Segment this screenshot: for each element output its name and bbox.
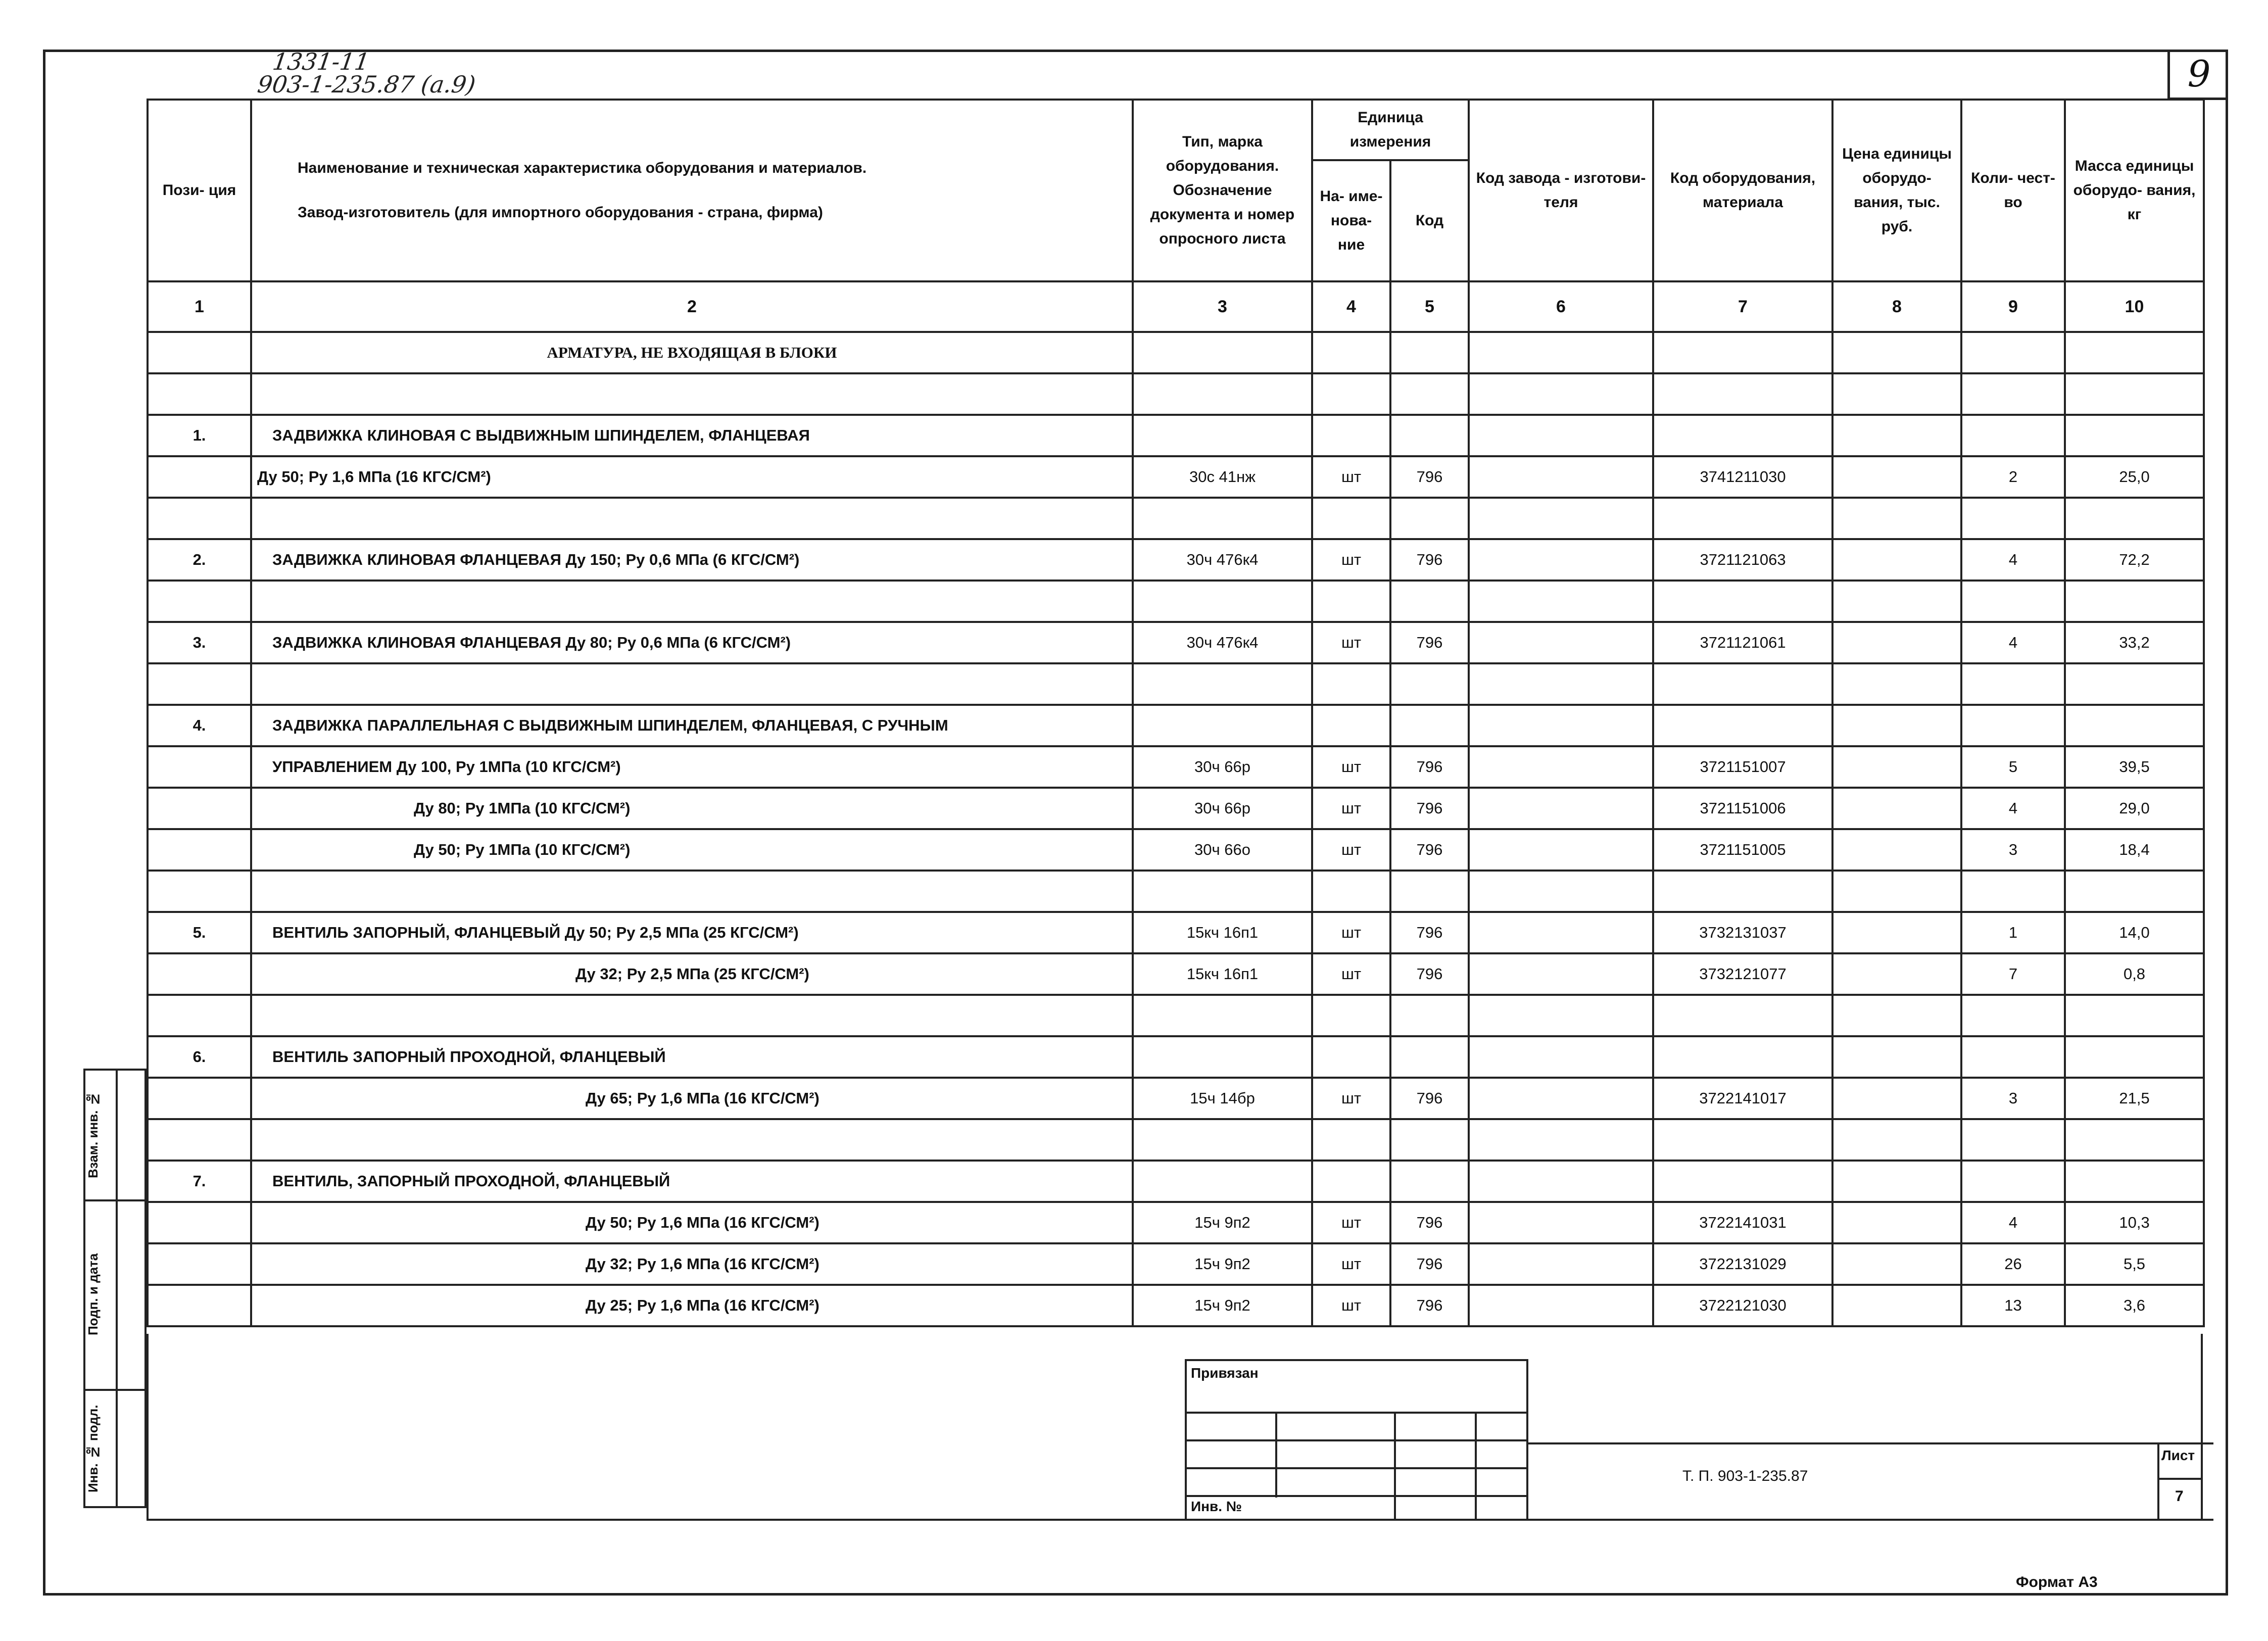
quantity xyxy=(1961,871,2065,912)
unit-price xyxy=(1832,373,1961,415)
unit-name xyxy=(1312,373,1390,415)
type-mark xyxy=(1133,705,1312,746)
unit-name: шт xyxy=(1312,1285,1390,1326)
position xyxy=(148,995,251,1036)
column-number: 4 xyxy=(1312,281,1390,332)
equipment-code xyxy=(1653,663,1832,705)
unit-mass xyxy=(2065,415,2204,456)
unit-code xyxy=(1390,1036,1469,1078)
unit-name xyxy=(1312,663,1390,705)
unit-mass: 14,0 xyxy=(2065,912,2204,953)
type-mark xyxy=(1133,663,1312,705)
plant-code xyxy=(1469,373,1653,415)
unit-name: шт xyxy=(1312,1243,1390,1285)
unit-code: 796 xyxy=(1390,953,1469,995)
equipment-code: 3721151006 xyxy=(1653,788,1832,829)
unit-mass: 21,5 xyxy=(2065,1078,2204,1119)
unit-mass: 72,2 xyxy=(2065,539,2204,581)
equipment-code xyxy=(1653,415,1832,456)
unit-mass: 33,2 xyxy=(2065,622,2204,663)
unit-code xyxy=(1390,373,1469,415)
item-name: ЗАДВИЖКА КЛИНОВАЯ С ВЫДВИЖНЫМ ШПИНДЕЛЕМ, ФЛАНЦЕВАЯ xyxy=(251,415,1133,456)
unit-name xyxy=(1312,995,1390,1036)
unit-price xyxy=(1832,705,1961,746)
unit-mass xyxy=(2065,705,2204,746)
unit-name xyxy=(1312,1161,1390,1202)
unit-code: 796 xyxy=(1390,1243,1469,1285)
quantity xyxy=(1961,373,2065,415)
equipment-code: 3721151007 xyxy=(1653,746,1832,788)
item-name: Ду 50; Ру 1МПа (10 КГС/СМ²) xyxy=(251,829,1133,871)
equipment-code: 3721121063 xyxy=(1653,539,1832,581)
type-mark xyxy=(1133,373,1312,415)
column-number: 3 xyxy=(1133,281,1312,332)
header-position: Пози- ция xyxy=(148,100,251,281)
plant-code xyxy=(1469,581,1653,622)
column-number: 1 xyxy=(148,281,251,332)
equipment-code: 3721121061 xyxy=(1653,622,1832,663)
table-row xyxy=(148,746,2204,788)
table-row xyxy=(148,1078,2204,1119)
plant-code xyxy=(1469,498,1653,539)
equipment-code xyxy=(1653,705,1832,746)
type-mark xyxy=(1133,871,1312,912)
quantity: 5 xyxy=(1961,746,2065,788)
position: 7. xyxy=(148,1161,251,1202)
quantity xyxy=(1961,1036,2065,1078)
unit-price xyxy=(1832,995,1961,1036)
unit-price xyxy=(1832,456,1961,498)
unit-name: шт xyxy=(1312,539,1390,581)
unit-code: 796 xyxy=(1390,746,1469,788)
position: 1. xyxy=(148,415,251,456)
unit-name: шт xyxy=(1312,788,1390,829)
plant-code xyxy=(1469,1078,1653,1119)
unit-mass xyxy=(2065,1119,2204,1161)
quantity: 4 xyxy=(1961,1202,2065,1243)
item-name: ЗАДВИЖКА КЛИНОВАЯ ФЛАНЦЕВАЯ Ду 80; Ру 0,6 МПа (6 КГС/СМ²) xyxy=(251,622,1133,663)
header-name-line2: Завод-изготовитель (для импортного оборудования - страна, фирма) xyxy=(298,204,823,221)
position xyxy=(148,498,251,539)
table-row xyxy=(148,788,2204,829)
unit-code xyxy=(1390,1161,1469,1202)
position xyxy=(148,871,251,912)
plant-code xyxy=(1469,705,1653,746)
item-name xyxy=(251,1119,1133,1161)
item-name: УПРАВЛЕНИЕМ Ду 100, Ру 1МПа (10 КГС/СМ²) xyxy=(251,746,1133,788)
unit-name: шт xyxy=(1312,746,1390,788)
position xyxy=(148,1119,251,1161)
plant-code xyxy=(1469,871,1653,912)
plant-code xyxy=(1469,912,1653,953)
unit-code xyxy=(1390,663,1469,705)
item-name: Ду 80; Ру 1МПа (10 КГС/СМ²) xyxy=(251,788,1133,829)
column-number: 8 xyxy=(1832,281,1961,332)
header-plant-code: Код завода - изготови- теля xyxy=(1469,100,1653,281)
equipment-code: 3721151005 xyxy=(1653,829,1832,871)
unit-price xyxy=(1832,953,1961,995)
section-title: АРМАТУРА, НЕ ВХОДЯЩАЯ В БЛОКИ xyxy=(251,332,1133,373)
item-name: ВЕНТИЛЬ, ЗАПОРНЫЙ ПРОХОДНОЙ, ФЛАНЦЕВЫЙ xyxy=(251,1161,1133,1202)
plant-code xyxy=(1469,456,1653,498)
type-mark xyxy=(1133,1161,1312,1202)
header-unit-name: На- име- нова- ние xyxy=(1312,160,1390,281)
type-mark: 15ч 14бр xyxy=(1133,1078,1312,1119)
sidebar-sign-date: Подп. и дата xyxy=(85,1253,101,1335)
position xyxy=(148,1078,251,1119)
item-name xyxy=(251,995,1133,1036)
quantity xyxy=(1961,1119,2065,1161)
unit-mass xyxy=(2065,1036,2204,1078)
equipment-code xyxy=(1653,1119,1832,1161)
unit-mass xyxy=(2065,581,2204,622)
unit-mass xyxy=(2065,871,2204,912)
unit-code xyxy=(1390,581,1469,622)
unit-mass: 39,5 xyxy=(2065,746,2204,788)
unit-code xyxy=(1390,705,1469,746)
equipment-code: 3722141017 xyxy=(1653,1078,1832,1119)
position xyxy=(148,829,251,871)
item-name: ЗАДВИЖКА ПАРАЛЛЕЛЬНАЯ С ВЫДВИЖНЫМ ШПИНДЕЛЕМ, ФЛАНЦЕВАЯ, С РУЧНЫМ xyxy=(251,705,1133,746)
binding-stamp xyxy=(1185,1359,1528,1521)
item-name xyxy=(251,498,1133,539)
quantity: 4 xyxy=(1961,622,2065,663)
plant-code xyxy=(1469,663,1653,705)
specification-table xyxy=(147,99,2205,1327)
item-name: Ду 32; Ру 1,6 МПа (16 КГС/СМ²) xyxy=(251,1243,1133,1285)
type-mark: 15ч 9п2 xyxy=(1133,1202,1312,1243)
unit-code: 796 xyxy=(1390,539,1469,581)
type-mark: 15ч 9п2 xyxy=(1133,1243,1312,1285)
unit-mass xyxy=(2065,995,2204,1036)
position xyxy=(148,663,251,705)
item-name: Ду 50; Ру 1,6 МПа (16 КГС/СМ²) xyxy=(251,456,1133,498)
equipment-code: 3741211030 xyxy=(1653,456,1832,498)
column-number: 7 xyxy=(1653,281,1832,332)
position xyxy=(148,1202,251,1243)
item-name: Ду 25; Ру 1,6 МПа (16 КГС/СМ²) xyxy=(251,1285,1133,1326)
unit-price xyxy=(1832,912,1961,953)
equipment-code xyxy=(1653,1161,1832,1202)
unit-name: шт xyxy=(1312,456,1390,498)
table-row xyxy=(148,705,2204,746)
unit-name: шт xyxy=(1312,622,1390,663)
sheet-label: Лист xyxy=(2161,1447,2195,1463)
sidebar-inv-original: Инв. № подл. xyxy=(85,1405,101,1492)
sidebar-replace-inv: Взам. инв. № xyxy=(85,1091,101,1179)
unit-code: 796 xyxy=(1390,1202,1469,1243)
unit-mass: 3,6 xyxy=(2065,1285,2204,1326)
type-mark xyxy=(1133,1119,1312,1161)
sheet-value: 7 xyxy=(2175,1488,2184,1505)
quantity xyxy=(1961,415,2065,456)
unit-price xyxy=(1832,829,1961,871)
column-number-row xyxy=(148,281,2204,332)
plant-code xyxy=(1469,1119,1653,1161)
unit-price xyxy=(1832,1161,1961,1202)
unit-name xyxy=(1312,498,1390,539)
type-mark xyxy=(1133,995,1312,1036)
equipment-code: 3732121077 xyxy=(1653,953,1832,995)
table-row xyxy=(148,581,2204,622)
unit-price xyxy=(1832,1285,1961,1326)
column-number: 6 xyxy=(1469,281,1653,332)
table-row xyxy=(148,1243,2204,1285)
position xyxy=(148,581,251,622)
stamp-inv-label: Инв. № xyxy=(1191,1499,1242,1514)
position xyxy=(148,456,251,498)
equipment-code xyxy=(1653,373,1832,415)
unit-code: 796 xyxy=(1390,788,1469,829)
equipment-code xyxy=(1653,1036,1832,1078)
type-mark xyxy=(1133,415,1312,456)
quantity xyxy=(1961,663,2065,705)
plant-code xyxy=(1469,622,1653,663)
unit-price xyxy=(1832,498,1961,539)
unit-name: шт xyxy=(1312,953,1390,995)
unit-code: 796 xyxy=(1390,912,1469,953)
unit-mass: 0,8 xyxy=(2065,953,2204,995)
item-name: ВЕНТИЛЬ ЗАПОРНЫЙ ПРОХОДНОЙ, ФЛАНЦЕВЫЙ xyxy=(251,1036,1133,1078)
position: 4. xyxy=(148,705,251,746)
unit-name: шт xyxy=(1312,1078,1390,1119)
table-row xyxy=(148,622,2204,663)
quantity xyxy=(1961,1161,2065,1202)
type-mark xyxy=(1133,1036,1312,1078)
type-mark: 15кч 16п1 xyxy=(1133,953,1312,995)
table-row xyxy=(148,1036,2204,1078)
column-number: 2 xyxy=(251,281,1133,332)
table-row xyxy=(148,498,2204,539)
unit-mass xyxy=(2065,373,2204,415)
handwritten-project-number: 903-1-235.87 (а.9) xyxy=(256,71,477,98)
plant-code xyxy=(1469,953,1653,995)
header-name-line1: Наименование и техническая характеристика оборудования и материалов. xyxy=(298,160,867,176)
plant-code xyxy=(1469,995,1653,1036)
table-row xyxy=(148,1285,2204,1326)
unit-mass: 10,3 xyxy=(2065,1202,2204,1243)
item-name: Ду 32; Ру 2,5 МПа (25 КГС/СМ²) xyxy=(251,953,1133,995)
unit-mass: 5,5 xyxy=(2065,1243,2204,1285)
unit-code: 796 xyxy=(1390,829,1469,871)
unit-price xyxy=(1832,1119,1961,1161)
item-name: ЗАДВИЖКА КЛИНОВАЯ ФЛАНЦЕВАЯ Ду 150; Ру 0,6 МПа (6 КГС/СМ²) xyxy=(251,539,1133,581)
item-name xyxy=(251,581,1133,622)
table-row xyxy=(148,373,2204,415)
quantity xyxy=(1961,581,2065,622)
quantity: 2 xyxy=(1961,456,2065,498)
unit-code: 796 xyxy=(1390,1078,1469,1119)
equipment-code xyxy=(1653,498,1832,539)
plant-code xyxy=(1469,539,1653,581)
unit-name: шт xyxy=(1312,829,1390,871)
table-row xyxy=(148,912,2204,953)
stamp-bound-label: Привязан xyxy=(1191,1365,1259,1381)
document-code: Т. П. 903-1-235.87 xyxy=(1682,1468,1808,1484)
unit-price xyxy=(1832,539,1961,581)
unit-name: шт xyxy=(1312,912,1390,953)
unit-name xyxy=(1312,415,1390,456)
plant-code xyxy=(1469,1285,1653,1326)
unit-price xyxy=(1832,581,1961,622)
plant-code xyxy=(1469,1202,1653,1243)
equipment-code: 3722131029 xyxy=(1653,1243,1832,1285)
position xyxy=(148,373,251,415)
plant-code xyxy=(1469,1161,1653,1202)
position xyxy=(148,1285,251,1326)
plant-code xyxy=(1469,1243,1653,1285)
table-row xyxy=(148,415,2204,456)
unit-price xyxy=(1832,746,1961,788)
position: 2. xyxy=(148,539,251,581)
unit-price xyxy=(1832,1078,1961,1119)
unit-name xyxy=(1312,871,1390,912)
table-row xyxy=(148,829,2204,871)
column-number: 9 xyxy=(1961,281,2065,332)
table-row xyxy=(148,663,2204,705)
header-mass: Масса единицы оборудо- вания, кг xyxy=(2065,100,2204,281)
item-name xyxy=(251,663,1133,705)
unit-mass xyxy=(2065,1161,2204,1202)
item-name: ВЕНТИЛЬ ЗАПОРНЫЙ, ФЛАНЦЕВЫЙ Ду 50; Ру 2,5 МПа (25 КГС/СМ²) xyxy=(251,912,1133,953)
table-row xyxy=(148,539,2204,581)
quantity: 4 xyxy=(1961,539,2065,581)
unit-code: 796 xyxy=(1390,622,1469,663)
header-type: Тип, марка оборудования. Обозначение документа и номер опросного листа xyxy=(1133,100,1312,281)
type-mark: 30ч 476к4 xyxy=(1133,539,1312,581)
unit-code xyxy=(1390,415,1469,456)
header-price: Цена единицы оборудо- вания, тыс. руб. xyxy=(1832,100,1961,281)
type-mark: 30ч 476к4 xyxy=(1133,622,1312,663)
item-name: Ду 65; Ру 1,6 МПа (16 КГС/СМ²) xyxy=(251,1078,1133,1119)
type-mark: 30ч 66р xyxy=(1133,788,1312,829)
unit-name: шт xyxy=(1312,1202,1390,1243)
quantity: 3 xyxy=(1961,829,2065,871)
unit-mass xyxy=(2065,498,2204,539)
quantity: 4 xyxy=(1961,788,2065,829)
position: 3. xyxy=(148,622,251,663)
equipment-code: 3732131037 xyxy=(1653,912,1832,953)
unit-price xyxy=(1832,663,1961,705)
header-unit-code: Код xyxy=(1390,160,1469,281)
unit-mass: 18,4 xyxy=(2065,829,2204,871)
table-row xyxy=(148,1161,2204,1202)
handwritten-archive-number: 1331-11 xyxy=(271,48,371,75)
unit-price xyxy=(1832,871,1961,912)
unit-code xyxy=(1390,1119,1469,1161)
equipment-code xyxy=(1653,871,1832,912)
position xyxy=(148,1243,251,1285)
unit-price xyxy=(1832,1243,1961,1285)
approval-sidebar xyxy=(83,1069,147,1508)
equipment-code: 3722141031 xyxy=(1653,1202,1832,1243)
unit-code xyxy=(1390,871,1469,912)
item-name: Ду 50; Ру 1,6 МПа (16 КГС/СМ²) xyxy=(251,1202,1133,1243)
header-quantity: Коли- чест- во xyxy=(1961,100,2065,281)
position: 5. xyxy=(148,912,251,953)
header-equipment-code: Код оборудования, материала xyxy=(1653,100,1832,281)
unit-mass xyxy=(2065,663,2204,705)
unit-name xyxy=(1312,1036,1390,1078)
table-row xyxy=(148,871,2204,912)
unit-name xyxy=(1312,705,1390,746)
quantity: 1 xyxy=(1961,912,2065,953)
equipment-code xyxy=(1653,581,1832,622)
unit-price xyxy=(1832,1202,1961,1243)
quantity xyxy=(1961,995,2065,1036)
unit-code: 796 xyxy=(1390,1285,1469,1326)
item-name xyxy=(251,871,1133,912)
position xyxy=(148,746,251,788)
position: 6. xyxy=(148,1036,251,1078)
plant-code xyxy=(1469,415,1653,456)
table-row xyxy=(148,456,2204,498)
quantity xyxy=(1961,705,2065,746)
unit-name xyxy=(1312,581,1390,622)
type-mark: 15ч 9п2 xyxy=(1133,1285,1312,1326)
column-number: 10 xyxy=(2065,281,2204,332)
section-row xyxy=(148,332,2204,373)
plant-code xyxy=(1469,746,1653,788)
unit-mass: 29,0 xyxy=(2065,788,2204,829)
unit-price xyxy=(1832,1036,1961,1078)
header-name xyxy=(251,100,1133,281)
item-name xyxy=(251,373,1133,415)
unit-code: 796 xyxy=(1390,456,1469,498)
handwritten-sheet-number: 9 xyxy=(2167,50,2228,100)
unit-code xyxy=(1390,995,1469,1036)
type-mark xyxy=(1133,581,1312,622)
unit-price xyxy=(1832,415,1961,456)
position xyxy=(148,788,251,829)
type-mark: 30ч 66р xyxy=(1133,746,1312,788)
type-mark: 15кч 16п1 xyxy=(1133,912,1312,953)
table-row xyxy=(148,1119,2204,1161)
unit-code xyxy=(1390,498,1469,539)
unit-price xyxy=(1832,622,1961,663)
equipment-code xyxy=(1653,995,1832,1036)
plant-code xyxy=(1469,788,1653,829)
position xyxy=(148,953,251,995)
quantity: 3 xyxy=(1961,1078,2065,1119)
equipment-code: 3722121030 xyxy=(1653,1285,1832,1326)
quantity: 13 xyxy=(1961,1285,2065,1326)
column-number: 5 xyxy=(1390,281,1469,332)
quantity: 7 xyxy=(1961,953,2065,995)
type-mark: 30ч 66о xyxy=(1133,829,1312,871)
format-label: Формат А3 xyxy=(2016,1574,2098,1590)
plant-code xyxy=(1469,829,1653,871)
quantity: 26 xyxy=(1961,1243,2065,1285)
unit-price xyxy=(1832,788,1961,829)
table-row xyxy=(148,953,2204,995)
type-mark: 30с 41нж xyxy=(1133,456,1312,498)
header-unit: Единица измерения xyxy=(1312,100,1469,160)
quantity xyxy=(1961,498,2065,539)
unit-mass: 25,0 xyxy=(2065,456,2204,498)
table-row xyxy=(148,1202,2204,1243)
type-mark xyxy=(1133,498,1312,539)
table-row xyxy=(148,995,2204,1036)
plant-code xyxy=(1469,1036,1653,1078)
unit-name xyxy=(1312,1119,1390,1161)
